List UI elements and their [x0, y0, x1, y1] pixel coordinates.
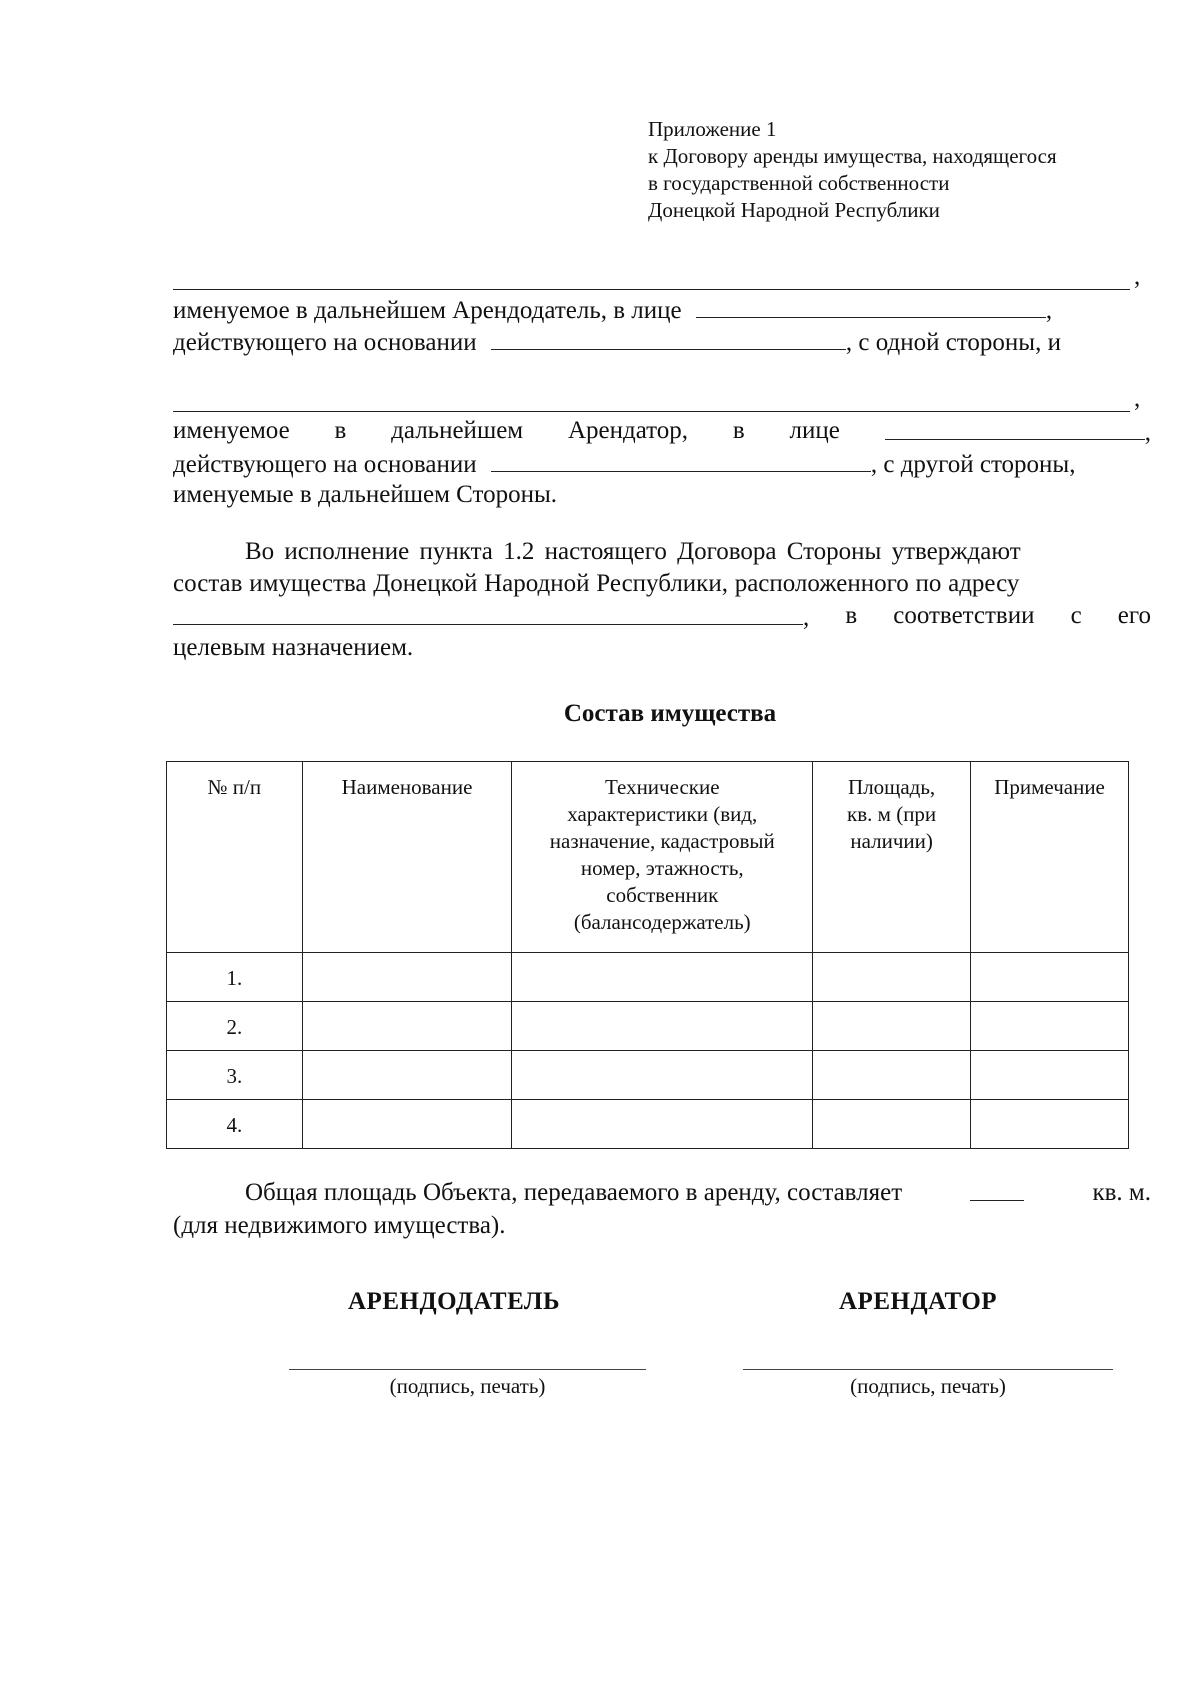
- cell-note[interactable]: [971, 1100, 1129, 1149]
- landlord-name-line: [173, 261, 1151, 293]
- word: в: [732, 417, 745, 444]
- row-number: 4.: [167, 1100, 303, 1149]
- landlord-signature-caption: (подпись, печать): [389, 1374, 546, 1398]
- row-number: 1.: [167, 953, 303, 1002]
- landlord-role-text: именуемое в дальнейшем Арендодатель, в лице: [173, 297, 682, 324]
- cell-note[interactable]: [971, 1051, 1129, 1100]
- line-end: ,: [1045, 297, 1053, 324]
- landlord-basis-text: действующего на основании: [173, 329, 477, 356]
- tenant-name-blank[interactable]: [173, 387, 1130, 412]
- column-header-number: № п/п: [167, 762, 303, 953]
- landlord-signature-line[interactable]: [289, 1368, 646, 1370]
- cell-area[interactable]: [813, 953, 971, 1002]
- word: соответствии: [893, 602, 1035, 629]
- comma: ,: [803, 604, 810, 631]
- word: в: [845, 602, 858, 629]
- cell-tech[interactable]: [512, 1002, 813, 1051]
- cell-note[interactable]: [971, 1002, 1129, 1051]
- intro-line-2: состав имущества Донецкой Народной Республики, расположенного по адресу: [173, 570, 1020, 597]
- word: лице: [789, 417, 840, 444]
- cell-area[interactable]: [813, 1051, 971, 1100]
- landlord-line-2: [173, 293, 1151, 325]
- cell-note[interactable]: [971, 953, 1129, 1002]
- word: в: [334, 417, 347, 444]
- column-header-note: Примечание: [971, 762, 1129, 953]
- intro-text: Во исполнение пункта 1.2 настоящего Договора Стороны утверждают: [245, 538, 1021, 565]
- comma: ,: [1134, 385, 1141, 412]
- intro-line-3: [173, 600, 1151, 632]
- line-end: , с другой стороны,: [870, 451, 1076, 478]
- section-title: Состав имущества: [563, 700, 777, 727]
- landlord-representative-blank[interactable]: [696, 293, 1046, 318]
- tenant-name-line: [173, 383, 1151, 415]
- comma: ,: [1134, 263, 1141, 290]
- appendix-line: Донецкой Народной Республики: [648, 198, 940, 222]
- total-area-paragraph: [173, 1176, 1151, 1242]
- appendix-line: к Договору аренды имущества, находящегося: [648, 144, 1057, 168]
- tenant-signature-caption: (подпись, печать): [850, 1374, 1006, 1398]
- table-row: [167, 953, 1129, 1002]
- landlord-line-3: [173, 325, 1151, 357]
- cell-tech[interactable]: [512, 953, 813, 1002]
- table-row: [167, 1002, 1129, 1051]
- tenant-line-3: [173, 447, 1151, 479]
- address-blank[interactable]: [173, 600, 803, 625]
- total-line-2: (для недвижимого имущества).: [173, 1212, 506, 1239]
- tenant-basis-blank[interactable]: [491, 447, 871, 472]
- word: его: [1117, 602, 1151, 629]
- line-end: , с одной стороны, и: [845, 329, 1061, 356]
- appendix-line: в государственной собственности: [648, 171, 950, 195]
- appendix-header: [648, 116, 1057, 224]
- column-header-tech: Технические характеристики (вид, назначение, кадастровый номер, этажность, собственник (балансодержатель): [512, 762, 813, 953]
- tenant-block: [173, 383, 1151, 511]
- intro-line-1: [173, 536, 1151, 568]
- landlord-block: [173, 261, 1151, 357]
- cell-name[interactable]: [302, 953, 512, 1002]
- intro-paragraph: [173, 536, 1151, 664]
- total-line-1: [173, 1176, 1151, 1209]
- cell-name[interactable]: [302, 1051, 512, 1100]
- tenant-line-2: [173, 415, 1151, 447]
- tenant-basis-text: действующего на основании: [173, 451, 477, 478]
- word: с: [1070, 602, 1082, 629]
- table-row: [167, 1051, 1129, 1100]
- word: дальнейшем: [391, 417, 524, 444]
- word: Арендатор,: [567, 417, 688, 444]
- tenant-line-4: именуемые в дальнейшем Стороны.: [173, 481, 558, 508]
- line-end: ,: [1144, 419, 1151, 446]
- cell-tech[interactable]: [512, 1051, 813, 1100]
- landlord-label: АРЕНДОДАТЕЛЬ: [348, 1288, 561, 1315]
- cell-area[interactable]: [813, 1002, 971, 1051]
- table-row: [167, 1100, 1129, 1149]
- landlord-name-blank[interactable]: [173, 265, 1130, 290]
- table-header-row: [167, 762, 1129, 953]
- column-header-area: Площадь, кв. м (при наличии): [813, 762, 971, 953]
- total-area-blank[interactable]: [970, 1176, 1024, 1201]
- tenant-representative-blank[interactable]: [885, 415, 1145, 440]
- total-unit: кв. м.: [1092, 1179, 1151, 1206]
- landlord-basis-blank[interactable]: [491, 325, 846, 350]
- cell-tech[interactable]: [512, 1100, 813, 1149]
- row-number: 3.: [167, 1051, 303, 1100]
- row-number: 2.: [167, 1002, 303, 1051]
- intro-line-4: целевым назначением.: [173, 634, 414, 661]
- tenant-label: АРЕНДАТОР: [839, 1288, 998, 1315]
- cell-name[interactable]: [302, 1100, 512, 1149]
- property-table: [166, 761, 1129, 1149]
- total-text: Общая площадь Объекта, передаваемого в аренду, составляет: [245, 1179, 903, 1206]
- appendix-line: Приложение 1: [648, 117, 777, 141]
- tenant-signature-line[interactable]: [743, 1368, 1113, 1370]
- column-header-name: Наименование: [302, 762, 512, 953]
- word: именуемое: [173, 417, 290, 444]
- cell-area[interactable]: [813, 1100, 971, 1149]
- cell-name[interactable]: [302, 1002, 512, 1051]
